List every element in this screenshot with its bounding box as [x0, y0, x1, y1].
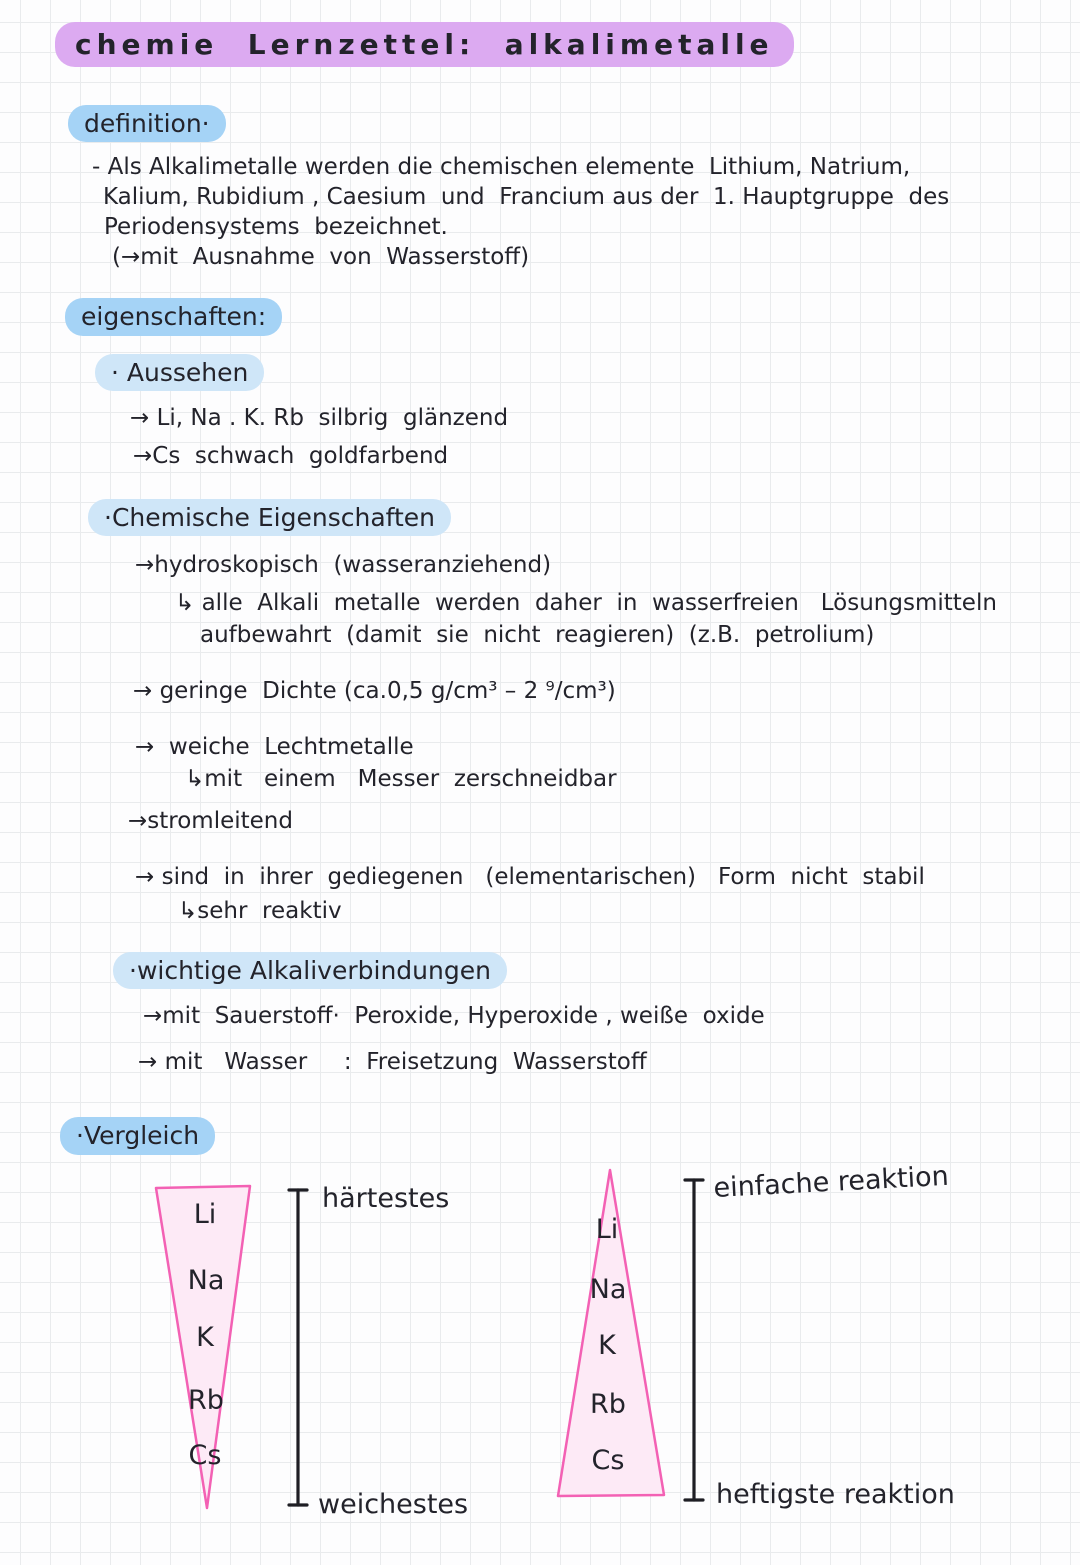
page-title: chemie Lernzettel: alkalimetalle	[55, 22, 794, 67]
element-label: Na	[589, 1273, 627, 1305]
hardness-scale-bottom-label: weichestes	[318, 1488, 469, 1520]
aussehen-line: → Li, Na . K. Rb silbrig glänzend	[130, 404, 509, 431]
chemische-line: ↳mit einem Messer zerschneidbar	[185, 766, 617, 792]
element-label: Na	[187, 1264, 225, 1296]
chemische-line: → weiche Lechtmetalle	[135, 734, 414, 760]
chemische-line: ↳ alle Alkali metalle werden daher in wasserfreien Lösungsmitteln	[175, 590, 997, 616]
chemische-line: →hydroskopisch (wasseranziehend)	[135, 552, 552, 578]
chemische-line: → sind in ihrer gediegenen (elementarischen) Form nicht stabil	[135, 864, 925, 890]
chemische-line: → geringe Dichte (ca.0,5 g/cm³ – 2 ⁹/cm³)	[133, 678, 616, 704]
chemische-line: ↳sehr reaktiv	[178, 898, 342, 924]
element-label: Cs	[188, 1439, 222, 1471]
verbindungen-line: → mit Wasser : Freisetzung Wasserstoff	[138, 1049, 647, 1076]
aussehen-heading: · Aussehen	[95, 354, 264, 391]
aussehen-line: →Cs schwach goldfarbend	[133, 442, 449, 469]
chemische-line: →stromleitend	[128, 808, 293, 834]
reactivity-scale-line	[685, 1180, 703, 1500]
verbindungen-line: →mit Sauerstoff· Peroxide, Hyperoxide , weiße oxide	[143, 1003, 765, 1030]
element-label: Rb	[590, 1388, 626, 1420]
hardness-scale-top-label: härtestes	[322, 1182, 450, 1214]
eigenschaften-heading: eigenschaften:	[65, 298, 282, 335]
hardness-scale-line	[289, 1190, 307, 1505]
chemische-eigenschaften-heading: ·Chemische Eigenschaften	[88, 499, 451, 536]
element-label: K	[196, 1321, 214, 1353]
element-label: Cs	[591, 1444, 625, 1476]
definition-heading: definition·	[68, 105, 226, 142]
comparison-figure	[0, 1155, 1080, 1565]
definition-line: - Als Alkalimetalle werden die chemischen elemente Lithium, Natrium,	[92, 154, 911, 181]
reactivity-scale-top-label: einfache reaktion	[712, 1160, 950, 1204]
alkaliverbindungen-heading: ·wichtige Alkaliverbindungen	[113, 952, 507, 989]
element-label: Li	[595, 1213, 619, 1245]
vergleich-heading: ·Vergleich	[60, 1117, 215, 1154]
element-label: Rb	[188, 1384, 224, 1416]
definition-line: (→mit Ausnahme von Wasserstoff)	[112, 244, 530, 271]
element-label: K	[598, 1329, 616, 1361]
definition-line: Periodensystems bezeichnet.	[104, 214, 448, 241]
element-label: Li	[193, 1198, 217, 1230]
definition-line: Kalium, Rubidium , Caesium und Francium aus der 1. Hauptgruppe des	[103, 184, 950, 211]
chemische-line: aufbewahrt (damit sie nicht reagieren) (z.B. petrolium)	[200, 622, 875, 648]
reactivity-scale-bottom-label: heftigste reaktion	[716, 1478, 955, 1510]
